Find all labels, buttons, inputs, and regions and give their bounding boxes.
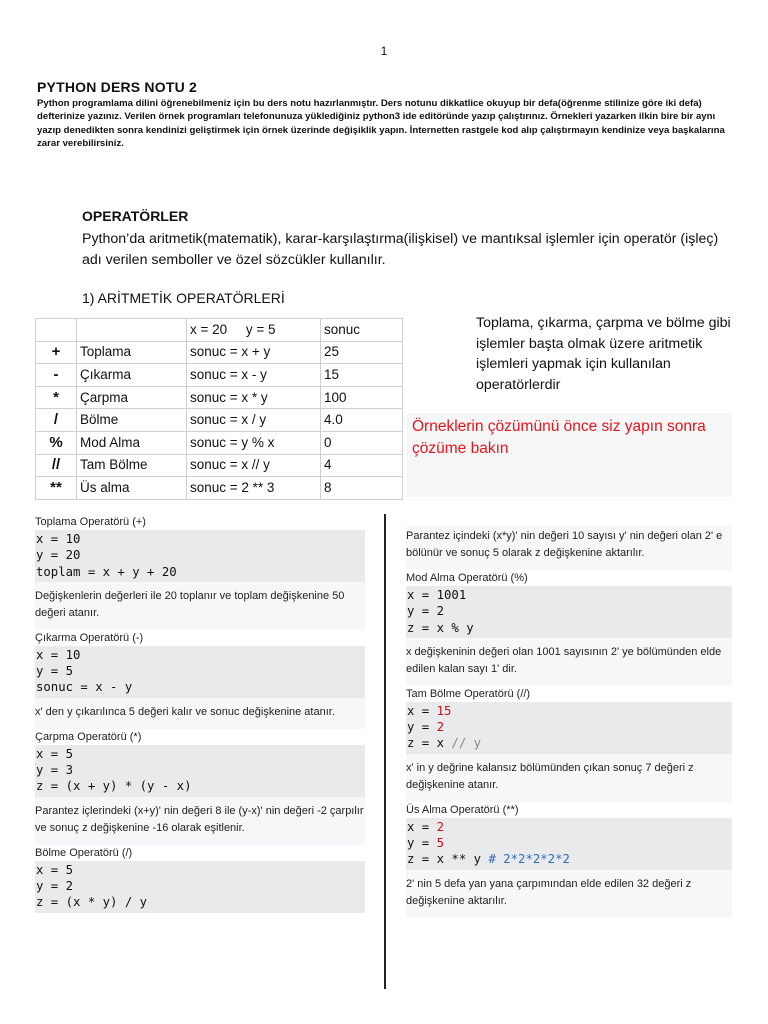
code-line: z = x % y <box>407 620 474 635</box>
operator-example: sonuc = y % x <box>187 431 321 454</box>
division-title: Bölme Operatörü (/) <box>35 846 133 859</box>
code-comment: # 2*2*2*2*2 <box>488 852 570 867</box>
operator-symbol: / <box>36 409 77 432</box>
code-line: x = 10 <box>36 647 81 662</box>
table-row <box>36 341 403 364</box>
code-line <box>407 719 732 735</box>
code-line: toplam = x + y + 20 <box>36 564 177 579</box>
addition-description: Değişkenlerin değerleri ile 20 toplanır ve toplam değişkenine 50 değeri atanır. <box>35 582 365 630</box>
division-description: Parantez içindeki (x*y)' nin değeri 10 sayısı y' nin değeri olan 2' e bölünür ve sonuç 5 olarak z değişkenine aktarılır. <box>406 526 732 570</box>
code-text: x = <box>407 703 437 718</box>
table-header-row <box>36 319 403 342</box>
code-text: x = <box>407 819 437 834</box>
operator-example: sonuc = x / y <box>187 409 321 432</box>
addition-title: Toplama Operatörü (+) <box>35 516 146 528</box>
table-row <box>36 431 403 454</box>
code-line: y = 2 <box>407 604 445 619</box>
table-header-cell <box>36 319 77 342</box>
division-code <box>35 861 365 913</box>
operator-example: sonuc = x + y <box>187 341 321 364</box>
code-line <box>407 819 732 835</box>
floor-division-description: x' in y değrine kalansız bölümünden çıkan sonuç 7 değeri z değişkenine atanır. <box>406 754 732 802</box>
modulo-title: Mod Alma Operatörü (%) <box>406 572 528 584</box>
operators-aside-note: Toplama, çıkarma, çarpma ve bölme gibi işlemler başta olmak üzere aritmetik işlemleri yapmak için kullanılan operatörlerdir <box>476 315 731 393</box>
code-line: z = (x * y) / y <box>36 895 148 910</box>
code-line <box>407 735 732 751</box>
operator-symbol: * <box>36 386 77 409</box>
addition-code <box>35 530 365 582</box>
page-number: 1 <box>380 44 388 58</box>
code-line: y = 20 <box>36 548 81 563</box>
floor-division-title: Tam Bölme Operatörü (//) <box>406 687 531 700</box>
operator-symbol: // <box>36 454 77 477</box>
operator-result: 15 <box>321 364 403 387</box>
code-line: x = 10 <box>36 532 81 546</box>
code-line: y = 3 <box>36 763 74 778</box>
operator-name: Mod Alma <box>77 431 187 454</box>
code-line <box>407 835 732 851</box>
code-line <box>407 703 732 719</box>
code-line: y = 2 <box>36 878 74 893</box>
operator-result: 8 <box>321 477 403 500</box>
operators-heading: OPERATÖRLER <box>82 208 189 224</box>
operator-name: Bölme <box>77 409 187 432</box>
floor-division-code <box>406 702 732 754</box>
operator-example: sonuc = x - y <box>187 364 321 387</box>
table-row <box>36 477 403 500</box>
table-row <box>36 386 403 409</box>
code-number: 5 <box>436 836 445 851</box>
right-column <box>406 526 732 918</box>
subtraction-description: x' den y çıkarılınca 5 değeri kalır ve sonuc değişkenine atanır. <box>35 698 365 729</box>
code-line <box>407 851 732 867</box>
operators-description: Python’da aritmetik(matematik), karar-karşılaştırma(ilişkisel) ve mantıksal işlemler için operatör (işleç) adı verilen semboller ve özel sözcükler kullanılır. <box>82 231 719 268</box>
operator-result: 25 <box>321 341 403 364</box>
arithmetic-operators-table <box>35 318 403 500</box>
code-number: 15 <box>436 703 452 718</box>
power-title: Üs Alma Operatörü (**) <box>406 803 519 816</box>
operator-symbol: + <box>36 341 77 364</box>
operator-name: Tam Bölme <box>77 454 187 477</box>
operator-example: sonuc = x * y <box>187 386 321 409</box>
code-line: x = 5 <box>36 862 74 877</box>
operator-name: Çıkarma <box>77 364 187 387</box>
power-code <box>406 818 732 870</box>
operator-result: 100 <box>321 386 403 409</box>
operator-example: sonuc = x // y <box>187 454 321 477</box>
code-text: z = x <box>407 736 452 751</box>
table-row <box>36 409 403 432</box>
document-title: PYTHON DERS NOTU 2 <box>37 79 197 95</box>
multiplication-description: Parantez içlerindeki (x+y)' nin değeri 8 ile (y-x)' nin değeri -2 çarpılır ve sonuç z değişkenine -16 olarak eşitlenir. <box>35 797 365 845</box>
table-row <box>36 364 403 387</box>
operator-symbol: - <box>36 364 77 387</box>
code-line: x = 1001 <box>407 588 467 602</box>
modulo-code <box>406 586 732 638</box>
operator-result: 4 <box>321 454 403 477</box>
left-column <box>35 514 365 913</box>
code-text: y = <box>407 720 437 735</box>
intro-paragraph: Python programlama dilini öğrenebilmeniz için bu ders notu hazırlanmıştır. Ders notunu dikkatlice okuyup bir defa(öğrenme stilinize göre iki defa) defterinize yazınız. Verilen örnek programları telefonunuza yüklediğiniz python3 ide editöründe yazıp çalıştırınız. Örnekleri yazarken ilkin bire bir aynı yazıp denedikten sonra kendinizi geliştirmek için örnek üzerinde değişiklik yapın. İnternetten rastgele kod alıp çalıştırmayın kendinize veya başkalarına zarar verebilirsiniz. <box>37 98 725 149</box>
code-line: y = 5 <box>36 664 74 679</box>
code-number: 2 <box>436 819 445 834</box>
operator-result: 4.0 <box>321 409 403 432</box>
code-text: z = x ** y <box>407 852 489 867</box>
code-operator: // y <box>451 736 482 751</box>
power-description: 2' nin 5 defa yan yana çarpımından elde edilen 32 değeri z değişkenine aktarılır. <box>406 870 732 918</box>
code-line: sonuc = x - y <box>36 680 133 695</box>
table-header-cell <box>77 319 187 342</box>
table-header-cell: sonuc <box>321 319 403 342</box>
multiplication-title: Çarpma Operatörü (*) <box>35 730 142 743</box>
column-divider <box>384 514 386 989</box>
modulo-description: x değişkeninin değeri olan 1001 sayısının 2' ye bölümünden elde edilen kalan sayı 1' dir. <box>406 638 732 686</box>
table-header-cell: x = 20 y = 5 <box>187 319 321 342</box>
table-row <box>36 454 403 477</box>
code-line: z = (x + y) * (y - x) <box>36 779 192 794</box>
code-text: y = <box>407 836 437 851</box>
subtraction-code <box>35 646 365 698</box>
operator-result: 0 <box>321 431 403 454</box>
operator-name: Üs alma <box>77 477 187 500</box>
code-line: x = 5 <box>36 746 74 761</box>
operator-example: sonuc = 2 ** 3 <box>187 477 321 500</box>
section-arithmetic-heading: 1) ARİTMETİK OPERATÖRLERİ <box>82 290 285 306</box>
multiplication-code <box>35 745 365 797</box>
operator-name: Çarpma <box>77 386 187 409</box>
operator-name: Toplama <box>77 341 187 364</box>
subtraction-title: Çıkarma Operatörü (-) <box>35 631 144 644</box>
operator-symbol: ** <box>36 477 77 500</box>
warning-text: Örneklerin çözümünü önce siz yapın sonra çözüme bakın <box>412 418 706 457</box>
code-number: 2 <box>436 720 445 735</box>
operator-symbol: % <box>36 431 77 454</box>
